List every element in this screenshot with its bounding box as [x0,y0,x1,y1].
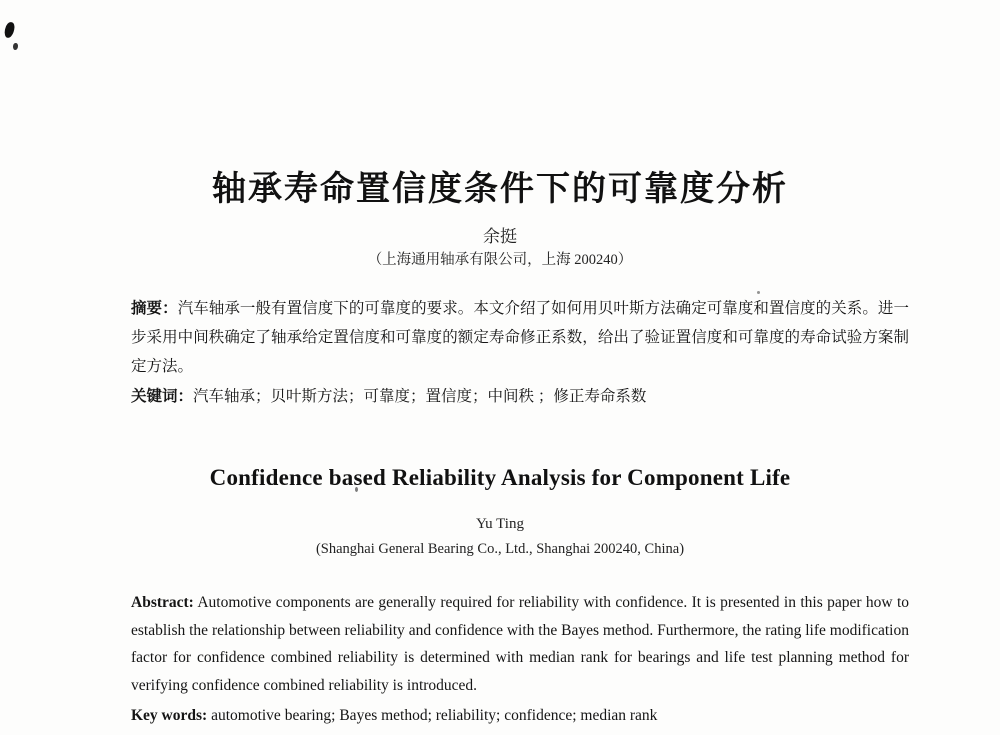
scan-artifact [3,21,15,39]
paper-title-en: Confidence based Reliability Analysis for Component Life [209,465,791,491]
abstract-section-zh [131,294,909,411]
affiliation-en: (Shanghai General Bearing Co., Ltd., Shanghai 200240, China) [315,541,685,557]
abstract-en-paragraph [131,589,909,699]
keywords-zh-line [131,382,909,411]
affiliation-zh: （上海通用轴承有限公司，上海 200240） [367,252,633,268]
abstract-zh-text: 汽车轴承一般有置信度下的可靠度的要求。本文介绍了如何用贝叶斯方法确定可靠度和置信度的关系。进一步采用中间秩确定了轴承给定置信度和可靠度的额定寿命修正系数，给出了验证置信度和可靠度的寿命试验方案制定方法。 [131,300,909,375]
keywords-en-text: automotive bearing; Bayes method; reliability; confidence; median rank [207,707,658,724]
author-zh: 余挺 [483,227,517,246]
abstract-zh-paragraph [131,294,909,381]
abstract-en-text: Automotive components are generally required for reliability with confidence. It is presented in this paper how to establish the relationship between reliability and confidence with the Bayes method. Furthermore, the rating life modification factor for confidence combined reliability is determined with median rank for bearings and life test planning method for verifying confidence combined reliability is introduced. [131,594,909,694]
keywords-zh-label: 关键词： [131,388,194,405]
abstract-section-en [131,589,909,730]
keywords-en-label: Key words: [131,707,208,724]
abstract-zh-label: 摘要： [131,300,178,317]
keywords-zh-text: 汽车轴承；贝叶斯方法；可靠度；置信度；中间秩 ；修正寿命系数 [193,388,647,405]
scan-artifact [13,43,18,50]
author-en: Yu Ting [476,516,524,532]
paper-title-zh: 轴承寿命置信度条件下的可靠度分析 [212,169,788,208]
keywords-en-line [131,702,909,730]
abstract-en-label: Abstract: [131,594,194,611]
